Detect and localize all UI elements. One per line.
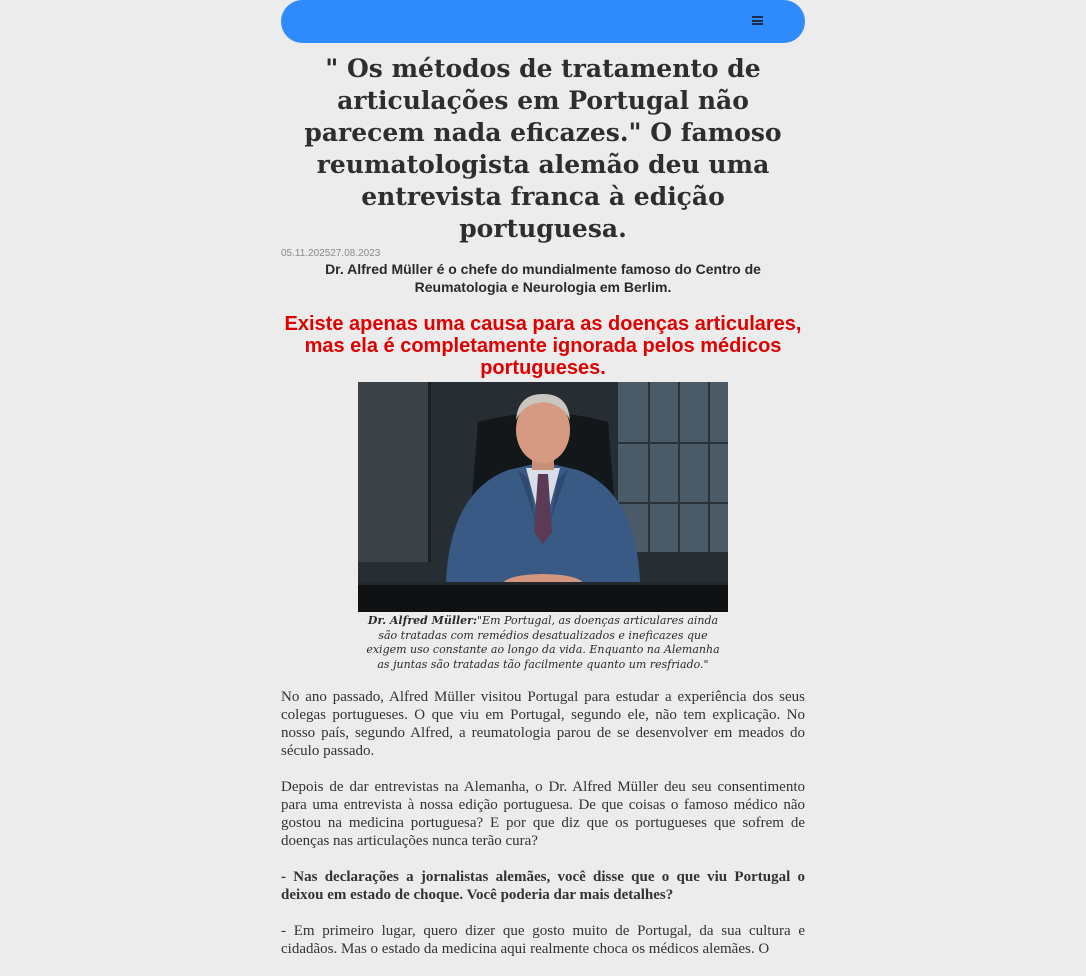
doctor-portrait-image — [358, 382, 728, 612]
body-paragraph: Depois de dar entrevistas na Alemanha, o Dr. Alfred Müller deu seu consentimento para uma entrevista à nossa edição portuguesa. De que coisas o famoso médico não gostou na medicina portuguesa? E por que diz que os portugueses que sofrem de doenças nas articulações nunca terão cura? — [281, 779, 805, 849]
article-body — [281, 688, 805, 958]
article-headline: " Os métodos de tratamento de articulações em Portugal não parecem nada eficazes." O famoso reumatologista alemão deu uma entrevista franca à edição portuguesa. — [304, 54, 782, 243]
body-paragraph: No ano passado, Alfred Müller visitou Portugal para estudar a experiência dos seus colegas portugueses. O que viu em Portugal, segundo ele, não tem explicação. No nosso país, segundo Alfred, a reumatologia parou de se desenvolver em meados do século passado. — [281, 689, 805, 759]
article-lead: Dr. Alfred Müller é o chefe do mundialmente famoso do Centro de Reumatologia e Neurologia em Berlim. — [325, 261, 761, 295]
article-dates: 05.11.202527.08.2023 — [281, 248, 381, 259]
interview-question: - Nas declarações a jornalistas alemães, você disse que o que viu Portugal o deixou em estado de choque. Você poderia dar mais detalhes? — [281, 869, 805, 903]
top-navigation-bar — [281, 0, 805, 43]
article-page — [281, 0, 805, 976]
body-paragraph: - Em primeiro lugar, quero dizer que gosto muito de Portugal, da sua cultura e cidadãos. Mas o estado da medicina aqui realmente choca os médicos alemães. O — [281, 923, 805, 957]
caption-quote: "Em Portugal, as doenças articulares ainda são tratadas com remédios desatualizados e ineficazes que exigem uso constante ao longo da vida. Enquanto na Alemanha as juntas são tratadas tão facilmente quanto um resfriado." — [366, 614, 720, 671]
hamburger-menu-icon[interactable] — [752, 16, 763, 25]
caption-author: Dr. Alfred Müller: — [367, 614, 478, 627]
highlight-heading: Existe apenas uma causa para as doenças articulares, mas ela é completamente ignorada pelos médicos portugueses. — [284, 313, 802, 379]
image-caption — [361, 614, 725, 672]
